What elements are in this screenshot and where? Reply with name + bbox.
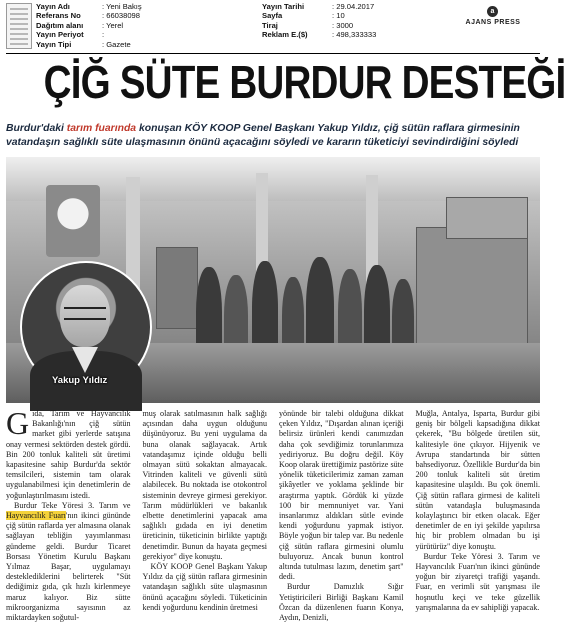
publication-meta-right [262, 2, 376, 40]
lead-text: Burdur'daki [6, 123, 67, 134]
article-body [6, 405, 540, 623]
meta-row: Reklam E.($) : 498,333333 [262, 30, 377, 40]
paragraph: Burdur Damızlık Sığır Yetiştiricileri Birliği Başkanı Kamil Özcan da düzenlenen fuarın Konya, Aydın, Denizli, [279, 582, 404, 623]
highlighted-phrase: Hayvancılık Fuarı [6, 511, 66, 521]
meta-row: Tiraj : 3000 [262, 20, 354, 30]
meta-row: Yayın Tipi : Gazete [36, 39, 131, 49]
paragraph: yönünde bir talebi olduğuna dikkat çeken Yıldız, "Dışardan alınan içeriği belirsiz ürünleri kendi canımızdan daha çok sevdiğimiz torunlarımıza yediriyoruz. Bu doğru değil. Köy Koop olarak ürettiğimiz pastörize süte yönelik tüketicilerimiz zaman zaman şikâyetler ve yoklama şeklinde bir araştırma yaptık. Gördük ki yüzde 100 bir memnuniyet var. Yani insanlarımız aldıkları sütle evinde kendi yoğurdunu yapmak istiyor. Böyle yoğun bir talep var. Bu nedenle çiğ sütün raflara girmesini olumlu buluyoruz. Ancak bunun kontrol altında tutulması lazım, denetim şart" dedi. [279, 409, 404, 582]
meta-row: Sayfa : 10 [262, 11, 345, 21]
meta-row: Referans No : 66038098 [36, 11, 141, 21]
photo-caption: Yakup Yıldız [52, 375, 108, 386]
page-thumbnail [6, 3, 32, 49]
ajans-press-logo [463, 6, 543, 32]
publication-meta-left [36, 2, 142, 49]
paragraph: Burdur Teke Yöresi 3. Tarım ve Hayvancılık Fuarı'nın ikinci gününde çiğ sütün raflarda yer almasına olanak sağlayan tebliğin yayımlanması gündeme geldi. Burdur Ticaret Borsası Yönetim Kurulu Başkanı Yılmaz Başar, uygulamayı desteklediklerini belirterek "Süt dediğimiz gıda, çık hızlı kirlenmeye maruz kalıyor. Biz sütte mikroorganizma sayısının az miktardayken soğutul- [6, 500, 131, 623]
header-divider [6, 53, 540, 54]
logo-mark-icon: a [487, 6, 498, 17]
logo-text: AJANS PRESS [465, 19, 521, 26]
paragraph: KÖY KOOP Genel Başkanı Yakup Yıldız da çiğ sütün raflara girmesinin vatandaşın sağlıklı süte ulaşmasının önünü açacağını söyledi. Tüketicinin kendi yoğurdunu kendinin üretmesi [142, 562, 267, 612]
paragraph: muş olarak satılmasının halk sağlığı açısından daha uygun olduğunu düşünüyoruz. Bu yeni uygulama da buna olanak sağlayacak. Artık vatandaşımız içinde olduğu belli olmayan sütü sokaktan almayacak. Vitrinden kaliteli ve güvenli sütü alabilecek. Bu noktada ise otokontrol sisteminin devreye girmesi gerekiyor. Tarım müdürlükleri ve bakanlık elbette denetimlerini yapacak ama sağlıklı gıdada en iyi denetim üreticinin, tüketicinin birlikte yaptığı denetimdir. Bunun da hayata geçmesi gerekiyor" diye konuştu. [142, 409, 267, 561]
lead-text: konuşan KÖY KOOP Genel Başkanı Yakup Yıldız, çiğ sütün raflara girmesinin vatandaşın sağlıklı süte ulaşmasının önünü açacağını söyledi ve kararın tüketiciyi sevindirdiğini söyledi [6, 123, 520, 148]
text-column [415, 409, 541, 612]
portrait-photo [20, 261, 152, 393]
paragraph: Burdur Teke Yöresi 3. Tarım ve Hayvancılık Fuarı'nın ikinci gününde yoğun bir ziyaretçi trafiği yaşandı. Fuar, en verimli süt yarışması ile hoşnutlu keçi ve teke güzellik yarışmalarına da ev sahipliği yapacak. [415, 551, 540, 612]
article-headline: ÇİĞ SÜTE BURDUR DESTEĞİ [43, 56, 565, 108]
meta-row: Yayın Periyot : [36, 30, 105, 40]
meta-row: Dağıtım alanı : Yerel [36, 20, 124, 30]
paragraph: Gıda, Tarım ve Hayvancılık Bakanlığı'nın çiğ sütün market gibi yerlerde satışına onay vermesi sektörden destek gördü. Bin 200 tonluk kaliteli süt üretimi kapasitesine sahip Burdur'da sektör temsilcileri, sistemin tam olarak uygulanabilmesi için denetimlerin de yoğunlaştırılmasını istedi. [6, 405, 131, 500]
lead-highlight: tarım fuarında [66, 123, 137, 134]
meta-row: Yayın Adı : Yeni Bakış [36, 2, 142, 11]
article-lead [6, 122, 540, 150]
text-column [142, 409, 268, 612]
paragraph: Muğla, Antalya, Isparta, Burdur gibi geniş bir bölgeli kapsadığına dikkat çekerek, "Bu bölgede üretilen süt, kalitesiyle öne çıkıyor. Hijyenik ve Avrupa standartında bir sütten bahsediyoruz. Özellikle Burdur'da bin 200 tonluk kaliteli süt üretim kapasitesine ulaşıldı. Bu çok önemli. Çiğ sütün raflara girmesi de kaliteli sütün vatandaşla buluşmasında kolaylaştırıcı bir etken olacak. Eğer denetimler de en iyi şekilde yapılırsa hiç bir problem olmadan bu işi yürütürüz" diye konuştu. [415, 409, 540, 551]
drop-cap: G [6, 405, 30, 441]
text-column [6, 405, 131, 623]
clipping-header [0, 0, 546, 52]
fair-photo [6, 157, 540, 403]
meta-row: Yayın Tarihi : 29.04.2017 [262, 2, 375, 11]
emblem-banner [46, 185, 100, 257]
text-column [279, 409, 404, 623]
